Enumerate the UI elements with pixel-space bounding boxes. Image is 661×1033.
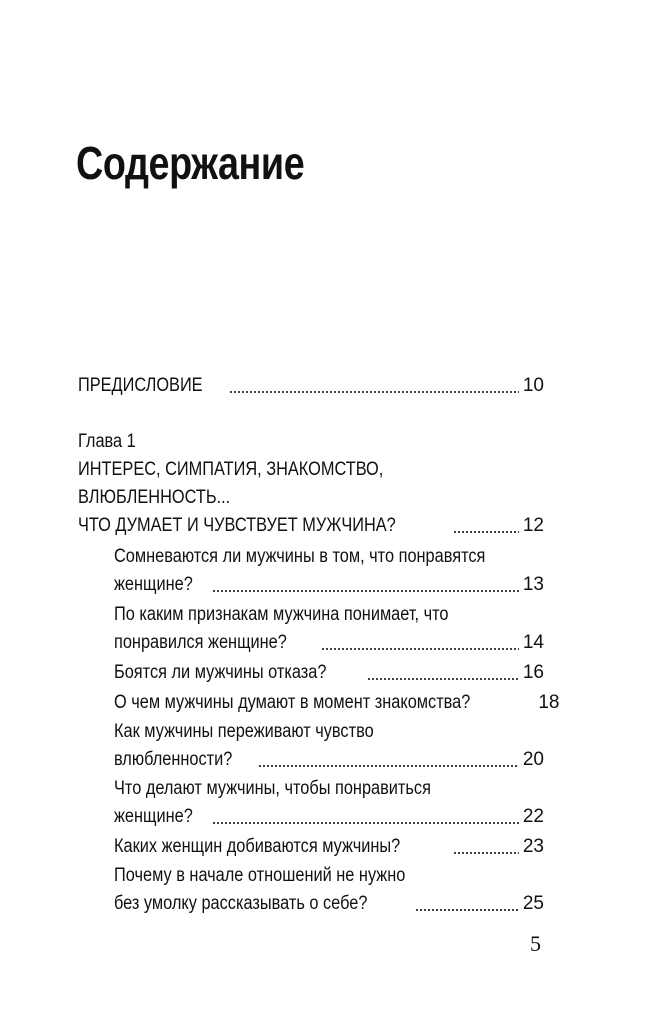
dot-leader — [229, 389, 519, 395]
toc-page-number: 10 — [522, 375, 544, 396]
toc-section-entry[interactable] — [114, 659, 544, 687]
page-title: Содержание — [76, 137, 305, 189]
toc-page-number: 13 — [522, 574, 544, 595]
toc-section-label: О чем мужчины думают в момент знакомства? — [114, 692, 471, 713]
toc-section-line: Как мужчины переживают чувство — [114, 721, 374, 742]
toc-section-label: без умолку рассказывать о себе? — [114, 893, 368, 914]
toc-page-number: 23 — [522, 836, 544, 857]
toc-section-entry[interactable] — [114, 629, 544, 657]
table-of-contents — [78, 0, 560, 1033]
toc-page-number: 22 — [522, 806, 544, 827]
toc-section-line: Почему в начале отношений не нужно — [114, 865, 406, 886]
toc-page-number: 18 — [538, 692, 560, 713]
toc-page-number: 12 — [522, 515, 544, 536]
toc-entry-chapter-1[interactable] — [78, 512, 544, 540]
dot-leader — [453, 850, 519, 856]
toc-entry-preface[interactable] — [78, 372, 544, 400]
toc-section-label: женщине? — [114, 574, 193, 595]
toc-section-line: Сомневаются ли мужчины в том, что понравятся — [114, 546, 486, 567]
toc-section-entry[interactable] — [114, 571, 544, 599]
toc-section-label: Боятся ли мужчины отказа? — [114, 662, 327, 683]
toc-page-number: 16 — [522, 662, 544, 683]
chapter-title-line: ВЛЮБЛЕННОСТЬ... — [78, 487, 231, 508]
toc-section-label: Каких женщин добиваются мужчины? — [114, 836, 401, 857]
toc-section-entry[interactable] — [114, 689, 560, 717]
dot-leader — [258, 763, 519, 769]
toc-section-label: влюбленности? — [114, 749, 233, 770]
toc-section-entry[interactable] — [114, 890, 544, 918]
toc-section-entry[interactable] — [114, 746, 544, 774]
page-number: 5 — [530, 931, 541, 956]
toc-page-number: 20 — [522, 749, 544, 770]
dot-leader — [367, 676, 519, 682]
chapter-number-label: Глава 1 — [78, 431, 136, 452]
toc-page-number: 25 — [522, 893, 544, 914]
toc-page-number: 14 — [522, 632, 544, 653]
toc-section-label: женщине? — [114, 806, 193, 827]
chapter-title-line: ИНТЕРЕС, СИМПАТИЯ, ЗНАКОМСТВО, — [78, 459, 384, 480]
dot-leader — [212, 588, 519, 594]
dot-leader — [212, 820, 519, 826]
chapter-title-line: ЧТО ДУМАЕТ И ЧУВСТВУЕТ МУЖЧИНА? — [78, 515, 396, 536]
dot-leader — [453, 529, 518, 535]
toc-section-line: По каким признакам мужчина понимает, что — [114, 604, 449, 625]
toc-section-entry[interactable] — [114, 833, 544, 861]
toc-section-label: понравился женщине? — [114, 632, 287, 653]
dot-leader — [415, 907, 519, 913]
toc-entry-label: ПРЕДИСЛОВИЕ — [78, 375, 203, 396]
toc-section-entry[interactable] — [114, 803, 544, 831]
toc-section-line: Что делают мужчины, чтобы понравиться — [114, 778, 431, 799]
dot-leader — [321, 646, 519, 652]
